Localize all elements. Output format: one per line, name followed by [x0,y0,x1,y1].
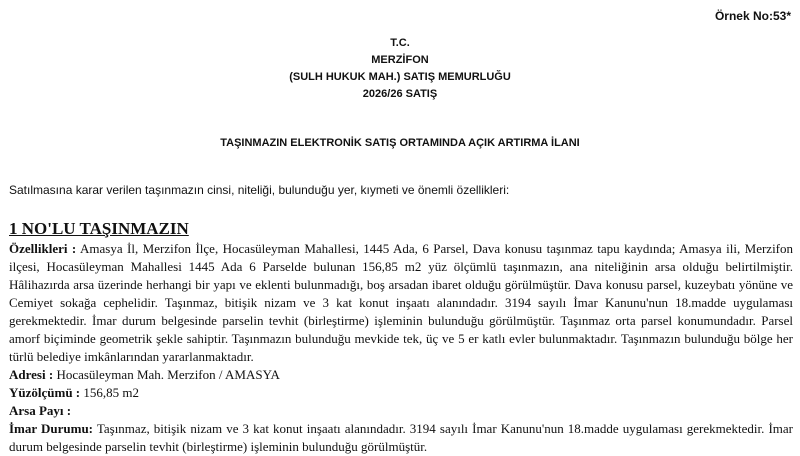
zoning-value: Taşınmaz, bitişik nizam ve 3 kat konut inşaatı alanındadır. 3194 sayılı İmar Kanunu'nun 18.madde uygulaması gerekmektedir. İmar durum belgesinde parselin tevhit (birleştirme) işleminin bulunduğu görülmüştür. [9,421,793,454]
zoning-label: İmar Durumu: [9,421,93,436]
property-features [9,240,793,366]
property-area [9,384,793,402]
announcement-title: TAŞINMAZIN ELEKTRONİK SATIŞ ORTAMINDA AÇIK ARTIRMA İLANI [220,137,580,149]
header-line-tc: T.C. [390,37,410,49]
header-line-file-no: 2026/26 SATIŞ [362,88,438,100]
features-label: Özellikleri : [9,241,77,256]
intro-text: Satılmasına karar verilen taşınmazın cinsi, niteliği, bulunduğu yer, kıymeti ve önemli özellikleri: [9,183,510,197]
sample-number: Örnek No:53* [714,9,791,23]
header-line-city: MERZİFON [371,54,429,66]
property-land-share [9,402,793,420]
property-zoning [9,420,793,456]
address-value: Hocasüleyman Mah. Merzifon / AMASYA [53,367,280,382]
header-line-office: (SULH HUKUK MAH.) SATIŞ MEMURLUĞU [289,71,511,83]
property-section [9,218,793,456]
land-share-label: Arsa Payı : [9,403,72,418]
office-header [0,35,800,103]
features-value: Amasya İl, Merzifon İlçe, Hocasüleyman Mahallesi, 1445 Ada, 6 Parsel, Dava konusu taşınmaz tapu kaydında; Amasya ili, Merzifon ilçesi, Hocasüleyman Mahallesi 1445 Ada 6 Parselde bulunan 156,85 m2 yüz ölçümlü taşınmazın, ana niteliğinin arsa olduğu belirtilmiştir. Hâlihazırda arsa üzerinde herhangi bir yapı ve eklenti bulunmadığı, boş arsadan ibaret olduğu görülmüştür. Dava konusu parsel, kuzeybatı yönüne ve Cemiyet sokağa cephelidir. Taşınmaz, bitişik nizam ve 3 kat konut inşaatı alanındadır. 3194 sayılı İmar Kanunu'nun 18.madde uygulaması gerekmektedir. İmar durum belgesinde parselin tevhit (birleştirme) işleminin bulunduğu görülmüştür. Taşınmaz orta parsel konumundadır. Parsel amorf biçiminde geometrik şekle sahiptir. Taşınmazın bulunduğu mevkide tek, üç ve 5 er katlı evler bulunmaktadır. Taşınmazın bulunduğu bölge her türlü belediye imkânlarından yararlanmaktadır. [9,241,794,364]
property-address [9,366,793,384]
area-value: 156,85 m2 [80,385,140,400]
address-label: Adresi : [9,367,54,382]
area-label: Yüzölçümü : [9,385,81,400]
property-title: 1 NO'LU TAŞINMAZIN [9,219,189,238]
